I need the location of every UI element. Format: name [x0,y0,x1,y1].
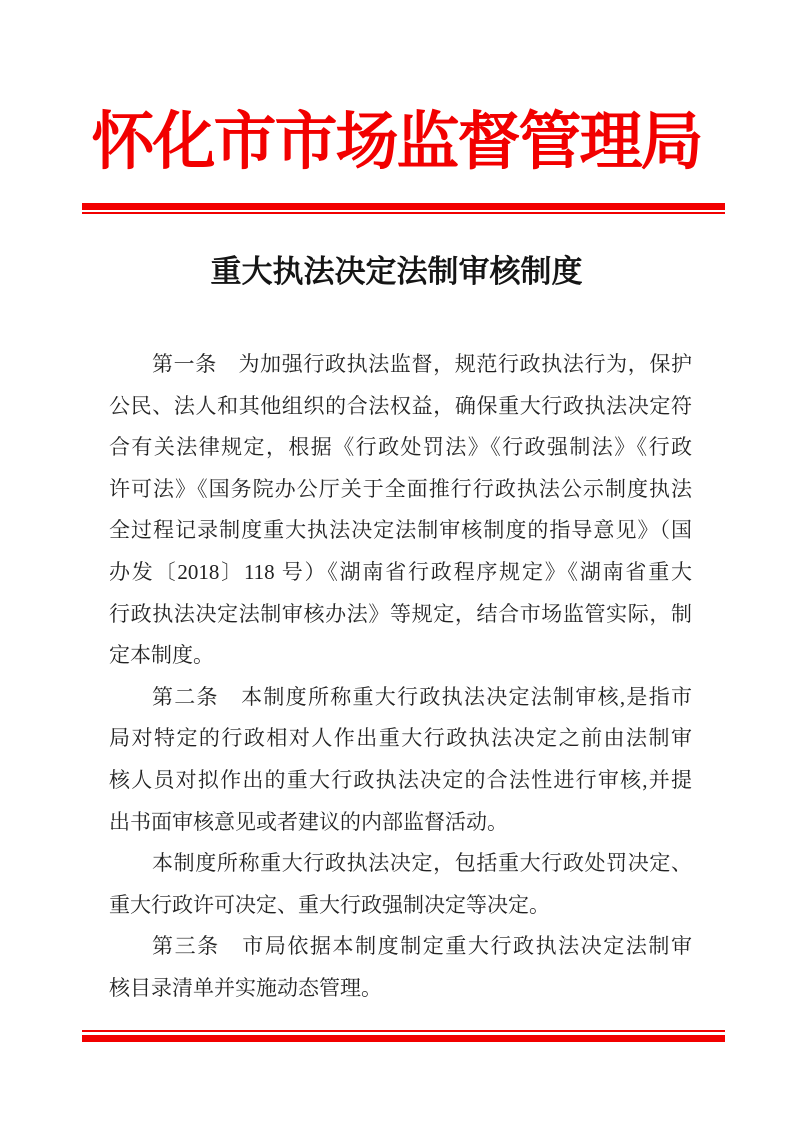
body-line: 重大行政许可决定、重大行政强制决定等决定。 [109,892,550,917]
body-line: 许可法》《国务院办公厅关于全面推行行政执法公示制度执法 [109,476,692,501]
body-line: 第一条 为加强行政执法监督，规范行政执法行为，保护 [152,352,692,376]
body-line: 办发〔2018〕118 号）《湖南省行政程序规定》《湖南省重大 [109,559,692,584]
footer-rule-thick-line [82,1035,725,1042]
body-line: 公民、法人和其他组织的合法权益，确保重大行政执法决定符 [109,393,692,418]
header-rule-thick-line [82,203,725,210]
body-line: 核目录清单并实施动态管理。 [109,975,382,1000]
agency-header: 怀化市市场监督管理局 [91,107,702,177]
body-line: 本制度所称重大行政执法决定，包括重大行政处罚决定、 [152,851,692,876]
body-line: 第三条 市局依据本制度制定重大行政执法决定法制审 [152,934,692,959]
body-line: 第二条 本制度所称重大行政执法决定法制审核,是指市 [152,684,692,709]
document-title: 重大执法决定法制审核制度 [210,254,583,289]
header-rule-thin-line [82,212,725,214]
body-line: 局对特定的行政相对人作出重大行政执法决定之前由法制审 [109,726,692,751]
document-body [109,344,692,1010]
body-line: 出书面审核意见或者建议的内部监督活动。 [109,809,508,834]
body-line: 合有关法律规定，根据《行政处罚法》《行政强制法》《行政 [109,435,692,460]
header-double-rule [82,203,725,214]
footer-double-rule [82,1030,725,1042]
body-line: 行政执法决定法制审核办法》等规定，结合市场监管实际，制 [109,601,692,626]
body-line: 核人员对拟作出的重大行政执法决定的合法性进行审核,并提 [109,767,692,792]
body-line: 定本制度。 [109,643,214,668]
body-line: 全过程记录制度重大执法决定法制审核制度的指导意见》（国 [109,518,692,543]
